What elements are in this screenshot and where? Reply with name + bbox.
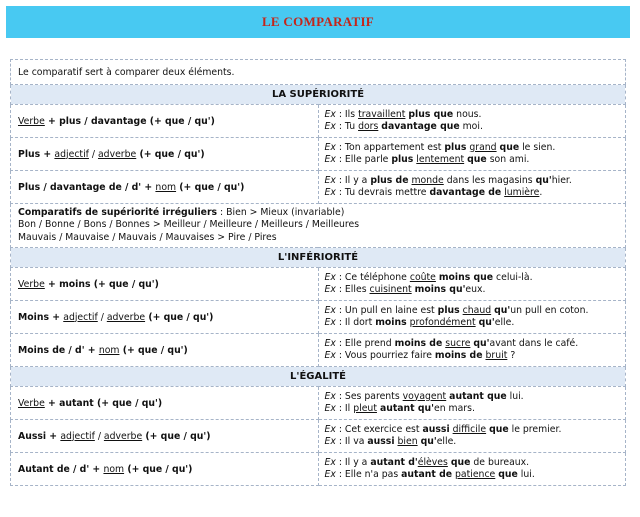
text-run: adverbe [97, 148, 137, 160]
text-run: que [467, 154, 487, 165]
text-run: autant qu' [379, 403, 434, 414]
rule-cell [11, 387, 319, 420]
text-run: bien [397, 436, 418, 447]
text-run: lentement [416, 154, 465, 165]
text-run: Moins + [18, 311, 64, 323]
text-run: plus [437, 304, 460, 316]
text-run: hier. [551, 174, 572, 186]
ex-marker: Ex [324, 350, 336, 361]
text-run: élèves [417, 456, 448, 468]
text-run: qu' [494, 304, 511, 316]
ex-marker: Ex [324, 436, 336, 447]
irregular-row [11, 204, 626, 248]
examples-cell [318, 171, 626, 204]
text-run: davantage que [381, 121, 460, 132]
text-run: moins qu' [414, 284, 466, 295]
example-line [325, 305, 620, 318]
section-heading: L'ÉGALITÉ [11, 367, 626, 387]
rule-cell [11, 334, 319, 367]
text-run: plus / davantage (+ que / qu') [59, 115, 215, 127]
text-run: le premier. [508, 423, 562, 435]
rule-cell [11, 138, 319, 171]
examples-cell [318, 420, 626, 453]
example-line [325, 142, 620, 155]
text-run: (+ que / qu') [145, 311, 214, 323]
text-run: Autant de / d' + [18, 463, 104, 475]
text-run: moins de [394, 337, 443, 349]
text-run: le sien. [519, 141, 556, 153]
text-run: qu' [420, 436, 437, 447]
text-run: Ex : Ses parents [324, 390, 403, 402]
rule-row [11, 420, 626, 453]
ex-marker: Ex [324, 456, 336, 468]
text-run: Ex : Cet exercice est [324, 423, 423, 435]
example-line [325, 350, 620, 363]
text-run: plus [391, 154, 414, 165]
example-line [325, 457, 620, 470]
text-run: grand [469, 141, 497, 153]
rule-row [11, 268, 626, 301]
ex-marker: Ex [324, 154, 336, 165]
example-line [325, 187, 620, 200]
text-run: : Bien > Mieux (invariable) [217, 206, 345, 218]
text-run: Ex : Ce téléphone [324, 271, 410, 283]
page-title: LE COMPARATIF [261, 14, 375, 29]
rule-row [11, 334, 626, 367]
ex-marker: Ex [324, 423, 336, 435]
page-title-banner [6, 6, 630, 38]
examples-cell [318, 268, 626, 301]
text-run: coûte [409, 271, 436, 283]
text-run: nom [103, 463, 125, 475]
text-run: que [498, 469, 518, 480]
ex-marker: Ex [324, 304, 336, 316]
text-run: (+ que / qu') [119, 344, 188, 356]
examples-cell [318, 453, 626, 486]
section-header-row [11, 367, 626, 387]
text-run: + autant (+ que / qu') [44, 397, 163, 409]
text-run: bruit [485, 350, 508, 361]
text-run: + [44, 115, 60, 127]
text-run: Verbe [18, 115, 45, 127]
text-run: Ex : Tu devrais mettre [324, 187, 430, 198]
text-run: aussi [367, 436, 395, 447]
text-run: avant dans le café. [489, 337, 579, 349]
text-run: Ex : Elle prend [324, 337, 395, 349]
section-heading: L'INFÉRIORITÉ [11, 248, 626, 268]
intro-row [11, 60, 626, 85]
intro-text: Le comparatif sert à comparer deux éléments. [18, 66, 235, 78]
text-run: Verbe [18, 278, 45, 290]
example-line [325, 284, 620, 297]
text-run: Plus / davantage de / d' + [18, 181, 156, 193]
rule-row [11, 138, 626, 171]
comparatif-table [10, 59, 626, 486]
ex-marker: Ex [324, 337, 336, 349]
text-run: autant que [449, 390, 507, 402]
example-line [325, 121, 620, 134]
text-run: autant de [401, 469, 453, 480]
text-run: lui. [517, 469, 535, 480]
text-run: Ex : Il [324, 403, 354, 414]
text-run: dors [358, 121, 379, 132]
text-run: plus de [370, 174, 409, 186]
text-run: adverbe [103, 430, 143, 442]
ex-marker: Ex [324, 469, 336, 480]
text-run: Ex : Il y a [324, 456, 371, 468]
section-header-row [11, 248, 626, 268]
text-run: Comparatifs de supériorité irréguliers [18, 206, 218, 218]
ex-marker: Ex [324, 403, 336, 414]
text-run: moins que [438, 271, 494, 283]
text-run: + moins (+ que / qu') [44, 278, 159, 290]
text-run: lui. [506, 390, 524, 402]
rule-row [11, 387, 626, 420]
text-run: moins [375, 317, 407, 328]
text-run: aussi [422, 423, 450, 435]
ex-marker: Ex [324, 121, 336, 132]
rule-cell [11, 453, 319, 486]
section-heading: LA SUPÉRIORITÉ [11, 85, 626, 105]
text-run: qu' [535, 174, 552, 186]
text-run: Plus + [18, 148, 55, 160]
text-run: pleut [353, 403, 377, 414]
text-run: cuisinent [369, 284, 412, 295]
text-run: . [539, 187, 543, 198]
text-run: difficile [452, 423, 487, 435]
rule-row [11, 171, 626, 204]
text-run: (+ que / qu') [124, 463, 193, 475]
ex-marker: Ex [324, 390, 336, 402]
text-run: eux. [465, 284, 486, 295]
text-run: patience [455, 469, 496, 480]
text-run: adverbe [106, 311, 146, 323]
text-run: Ex : Ton appartement est [324, 141, 445, 153]
ex-marker: Ex [324, 271, 336, 283]
examples-cell [318, 138, 626, 171]
rule-row [11, 301, 626, 334]
text-run: Mauvais / Mauvaise / Mauvais / Mauvaises > Pire / Pires [18, 231, 277, 243]
ex-marker: Ex [324, 317, 336, 328]
text-run: travaillent [358, 108, 406, 120]
text-run: que [499, 141, 520, 153]
ex-marker: Ex [324, 187, 336, 198]
text-run: Ex : Un pull en laine est [324, 304, 438, 316]
irregular-line [18, 207, 619, 220]
text-run: dans les magasins [443, 174, 536, 186]
text-run: lumière [504, 187, 540, 198]
rule-row [11, 105, 626, 138]
example-line [325, 272, 620, 285]
text-run: un pull en coton. [510, 304, 589, 316]
text-run: (+ que / qu') [176, 181, 245, 193]
example-line [325, 154, 620, 167]
text-run: / [88, 148, 98, 160]
text-run: Ex : Ils [324, 108, 359, 120]
text-run: Ex : Il y a [324, 174, 371, 186]
text-run: monde [411, 174, 444, 186]
text-run: Verbe [18, 397, 45, 409]
example-line [325, 338, 620, 351]
irregular-cell [11, 204, 626, 248]
text-run: / [97, 311, 107, 323]
text-run: en mars. [433, 403, 475, 414]
ex-marker: Ex [324, 141, 336, 153]
text-run: Aussi + [18, 430, 61, 442]
text-run: voyagent [402, 390, 447, 402]
text-run: Ex : Elle parle [324, 154, 392, 165]
text-run: celui-là. [493, 271, 533, 283]
text-run: qu' [478, 317, 495, 328]
text-run: plus que [408, 108, 454, 120]
ex-marker: Ex [324, 284, 336, 295]
example-line [325, 317, 620, 330]
rule-row [11, 453, 626, 486]
example-line [325, 391, 620, 404]
intro-cell [11, 60, 626, 85]
text-run: Ex : Il dort [324, 317, 376, 328]
examples-cell [318, 387, 626, 420]
example-line [325, 424, 620, 437]
text-run: Bon / Bonne / Bons / Bonnes > Meilleur / Meilleure / Meilleurs / Meilleures [18, 219, 360, 231]
text-run: davantage de [429, 187, 502, 198]
examples-cell [318, 105, 626, 138]
text-run: nom [98, 344, 120, 356]
text-run: chaud [462, 304, 492, 316]
text-run: nous. [453, 108, 482, 120]
text-run: de bureaux. [470, 456, 530, 468]
text-run: que [450, 456, 471, 468]
text-run: Ex : Il va [324, 436, 368, 447]
rule-cell [11, 105, 319, 138]
text-run: qu' [473, 337, 490, 349]
rule-cell [11, 171, 319, 204]
text-run: moi. [459, 121, 483, 132]
text-run: Ex : Tu [324, 121, 359, 132]
text-run: son ami. [486, 154, 530, 165]
text-run: / [94, 430, 104, 442]
text-run: elle. [436, 436, 457, 447]
text-run: plus [444, 141, 467, 153]
text-run: Ex : Elles [324, 284, 370, 295]
examples-cell [318, 301, 626, 334]
text-run: que [489, 423, 509, 435]
text-run: moins de [434, 350, 483, 361]
example-line [325, 109, 620, 122]
text-run: sucre [445, 337, 471, 349]
rule-cell [11, 420, 319, 453]
ex-marker: Ex [324, 174, 336, 186]
text-run: Moins de / d' + [18, 344, 99, 356]
rule-cell [11, 301, 319, 334]
ex-marker: Ex [324, 108, 336, 120]
text-run: Ex : Vous pourriez faire [324, 350, 435, 361]
text-run: nom [155, 181, 177, 193]
text-run: ? [507, 350, 516, 361]
rule-cell [11, 268, 319, 301]
example-line [325, 436, 620, 449]
text-run: adjectif [63, 311, 98, 323]
text-run: (+ que / qu') [136, 148, 205, 160]
section-header-row [11, 85, 626, 105]
example-line [325, 469, 620, 482]
example-line [325, 175, 620, 188]
examples-cell [318, 334, 626, 367]
text-run: autant d' [370, 456, 418, 468]
text-run: (+ que / qu') [142, 430, 211, 442]
text-run: Ex : Elle n'a pas [324, 469, 402, 480]
example-line [325, 403, 620, 416]
text-run: elle. [494, 317, 515, 328]
text-run: adjectif [54, 148, 89, 160]
text-run: adjectif [60, 430, 95, 442]
irregular-line [18, 232, 619, 245]
irregular-line [18, 219, 619, 232]
text-run: profondément [409, 317, 476, 328]
